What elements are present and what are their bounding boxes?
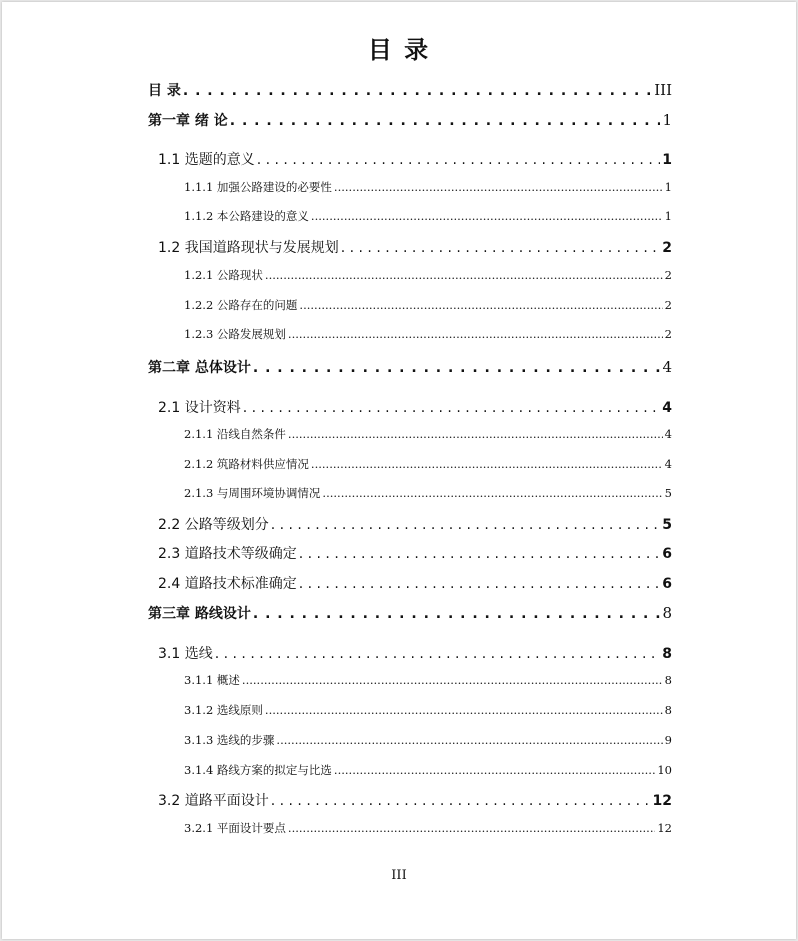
toc-page-number: 5 <box>662 517 672 533</box>
toc-page-number: 9 <box>664 733 672 747</box>
toc-page-number: 6 <box>662 576 672 592</box>
toc-entry-label: 1.2.2 公路存在的问题 <box>184 298 298 312</box>
toc-entry-label: 1.1.1 加强公路建设的必要性 <box>184 180 332 194</box>
toc-page-number: 1 <box>664 180 672 194</box>
toc-entry-label: 2.4 道路技术标准确定 <box>158 576 297 592</box>
toc-dot-leader <box>288 327 663 341</box>
toc-page-number: 6 <box>662 546 672 562</box>
document-page <box>2 2 796 939</box>
toc-entry-label: 3.1.3 选线的步骤 <box>184 733 275 747</box>
toc-page-number: 8 <box>664 703 672 717</box>
toc-section-entry[interactable] <box>158 237 672 257</box>
toc-dot-leader <box>253 360 661 376</box>
toc-chapter-entry[interactable] <box>148 110 672 130</box>
toc-dot-leader <box>243 400 661 416</box>
toc-subsection-entry[interactable] <box>184 485 672 501</box>
toc-page-number: 8 <box>662 646 672 662</box>
toc-subsection-entry[interactable] <box>184 208 672 224</box>
toc-page-number: 2 <box>664 298 672 312</box>
toc-entry-label: 1.1.2 本公路建设的意义 <box>184 209 309 223</box>
toc-entry-label: 3.1.1 概述 <box>184 673 240 687</box>
toc-page-number: 1 <box>662 152 672 168</box>
toc-dot-leader <box>215 646 661 662</box>
toc-dot-leader <box>253 606 661 622</box>
toc-subsection-entry[interactable] <box>184 762 672 778</box>
toc-page-number: 2 <box>664 327 672 341</box>
toc-subsection-entry[interactable] <box>184 820 672 836</box>
toc-entry-label: 第三章 路线设计 <box>148 606 251 622</box>
toc-page-number: 4 <box>662 400 672 416</box>
toc-entry-label: 2.3 道路技术等级确定 <box>158 546 297 562</box>
toc-dot-leader <box>230 113 661 129</box>
toc-page-number: 8 <box>664 673 672 687</box>
toc-dot-leader <box>299 576 661 592</box>
toc-subsection-entry[interactable] <box>184 267 672 283</box>
toc-title: 目 录 <box>367 36 431 64</box>
toc-page-number: 2 <box>662 240 672 256</box>
toc-entry-label: 2.1.2 筑路材料供应情况 <box>184 457 309 471</box>
toc-section-entry[interactable] <box>158 643 672 663</box>
toc-section-entry[interactable] <box>158 543 672 563</box>
toc-page-number: 1 <box>664 209 672 223</box>
toc-page-number: 8 <box>662 604 672 622</box>
toc-dot-leader <box>311 457 663 471</box>
toc-dot-leader <box>299 298 662 312</box>
toc-entry-label: 目 录 <box>148 83 181 99</box>
toc-dot-leader <box>322 486 662 500</box>
toc-dot-leader <box>242 673 663 687</box>
toc-dot-leader <box>265 268 663 282</box>
toc-dot-leader <box>288 427 663 441</box>
toc-entry-label: 第二章 总体设计 <box>148 360 251 376</box>
toc-page-number: 4 <box>662 358 672 376</box>
toc-entry-label: 2.1.1 沿线自然条件 <box>184 427 286 441</box>
toc-chapter-entry[interactable] <box>148 603 672 623</box>
toc-entry-label: 3.1 选线 <box>158 646 213 662</box>
toc-dot-leader <box>288 821 655 835</box>
toc-dot-leader <box>334 180 663 194</box>
toc-page-number: 12 <box>657 821 672 835</box>
toc-subsection-entry[interactable] <box>184 702 672 718</box>
toc-dot-leader <box>276 733 662 747</box>
toc-entry-label: 第一章 绪 论 <box>148 113 228 129</box>
toc-dot-leader <box>257 152 661 168</box>
toc-dot-leader <box>311 209 663 223</box>
toc-dot-leader <box>271 517 661 533</box>
toc-subsection-entry[interactable] <box>184 672 672 688</box>
toc-entry-label: 2.1.3 与周围环境协调情况 <box>184 486 321 500</box>
toc-entry-label: 2.1 设计资料 <box>158 400 241 416</box>
toc-page-number: 10 <box>657 763 672 777</box>
toc-dot-leader <box>341 240 661 256</box>
toc-subsection-entry[interactable] <box>184 456 672 472</box>
toc-entry-label: 1.2 我国道路现状与发展规划 <box>158 240 339 256</box>
toc-dot-leader <box>183 83 652 99</box>
toc-dot-leader <box>334 763 655 777</box>
toc-chapter-entry[interactable] <box>148 357 672 377</box>
toc-dot-leader <box>271 793 651 809</box>
toc-page-number: 4 <box>664 427 672 441</box>
toc-entry-label: 3.2 道路平面设计 <box>158 793 269 809</box>
toc-page-number: III <box>654 81 672 99</box>
toc-page-number: 4 <box>664 457 672 471</box>
toc-dot-leader <box>265 703 663 717</box>
toc-chapter-entry[interactable] <box>148 80 672 100</box>
toc-subsection-entry[interactable] <box>184 426 672 442</box>
toc-page-number: 1 <box>662 111 672 129</box>
toc-entry-label: 3.2.1 平面设计要点 <box>184 821 286 835</box>
toc-dot-leader <box>299 546 661 562</box>
toc-entry-label: 3.1.2 选线原则 <box>184 703 263 717</box>
toc-entry-label: 1.2.1 公路现状 <box>184 268 263 282</box>
toc-subsection-entry[interactable] <box>184 732 672 748</box>
toc-subsection-entry[interactable] <box>184 297 672 313</box>
toc-page-number: 12 <box>652 793 672 809</box>
toc-entry-label: 2.2 公路等级划分 <box>158 517 269 533</box>
toc-section-entry[interactable] <box>158 397 672 417</box>
toc-entry-label: 1.1 选题的意义 <box>158 152 255 168</box>
toc-page-number: 5 <box>664 486 672 500</box>
toc-entry-label: 1.2.3 公路发展规划 <box>184 327 286 341</box>
toc-page-number: 2 <box>664 268 672 282</box>
toc-subsection-entry[interactable] <box>184 179 672 195</box>
toc-subsection-entry[interactable] <box>184 326 672 342</box>
toc-section-entry[interactable] <box>158 790 672 810</box>
toc-section-entry[interactable] <box>158 514 672 534</box>
toc-entry-label: 3.1.4 路线方案的拟定与比选 <box>184 763 332 777</box>
toc-section-entry[interactable] <box>158 149 672 169</box>
page-number-footer: III <box>391 868 407 883</box>
toc-section-entry[interactable] <box>158 573 672 593</box>
